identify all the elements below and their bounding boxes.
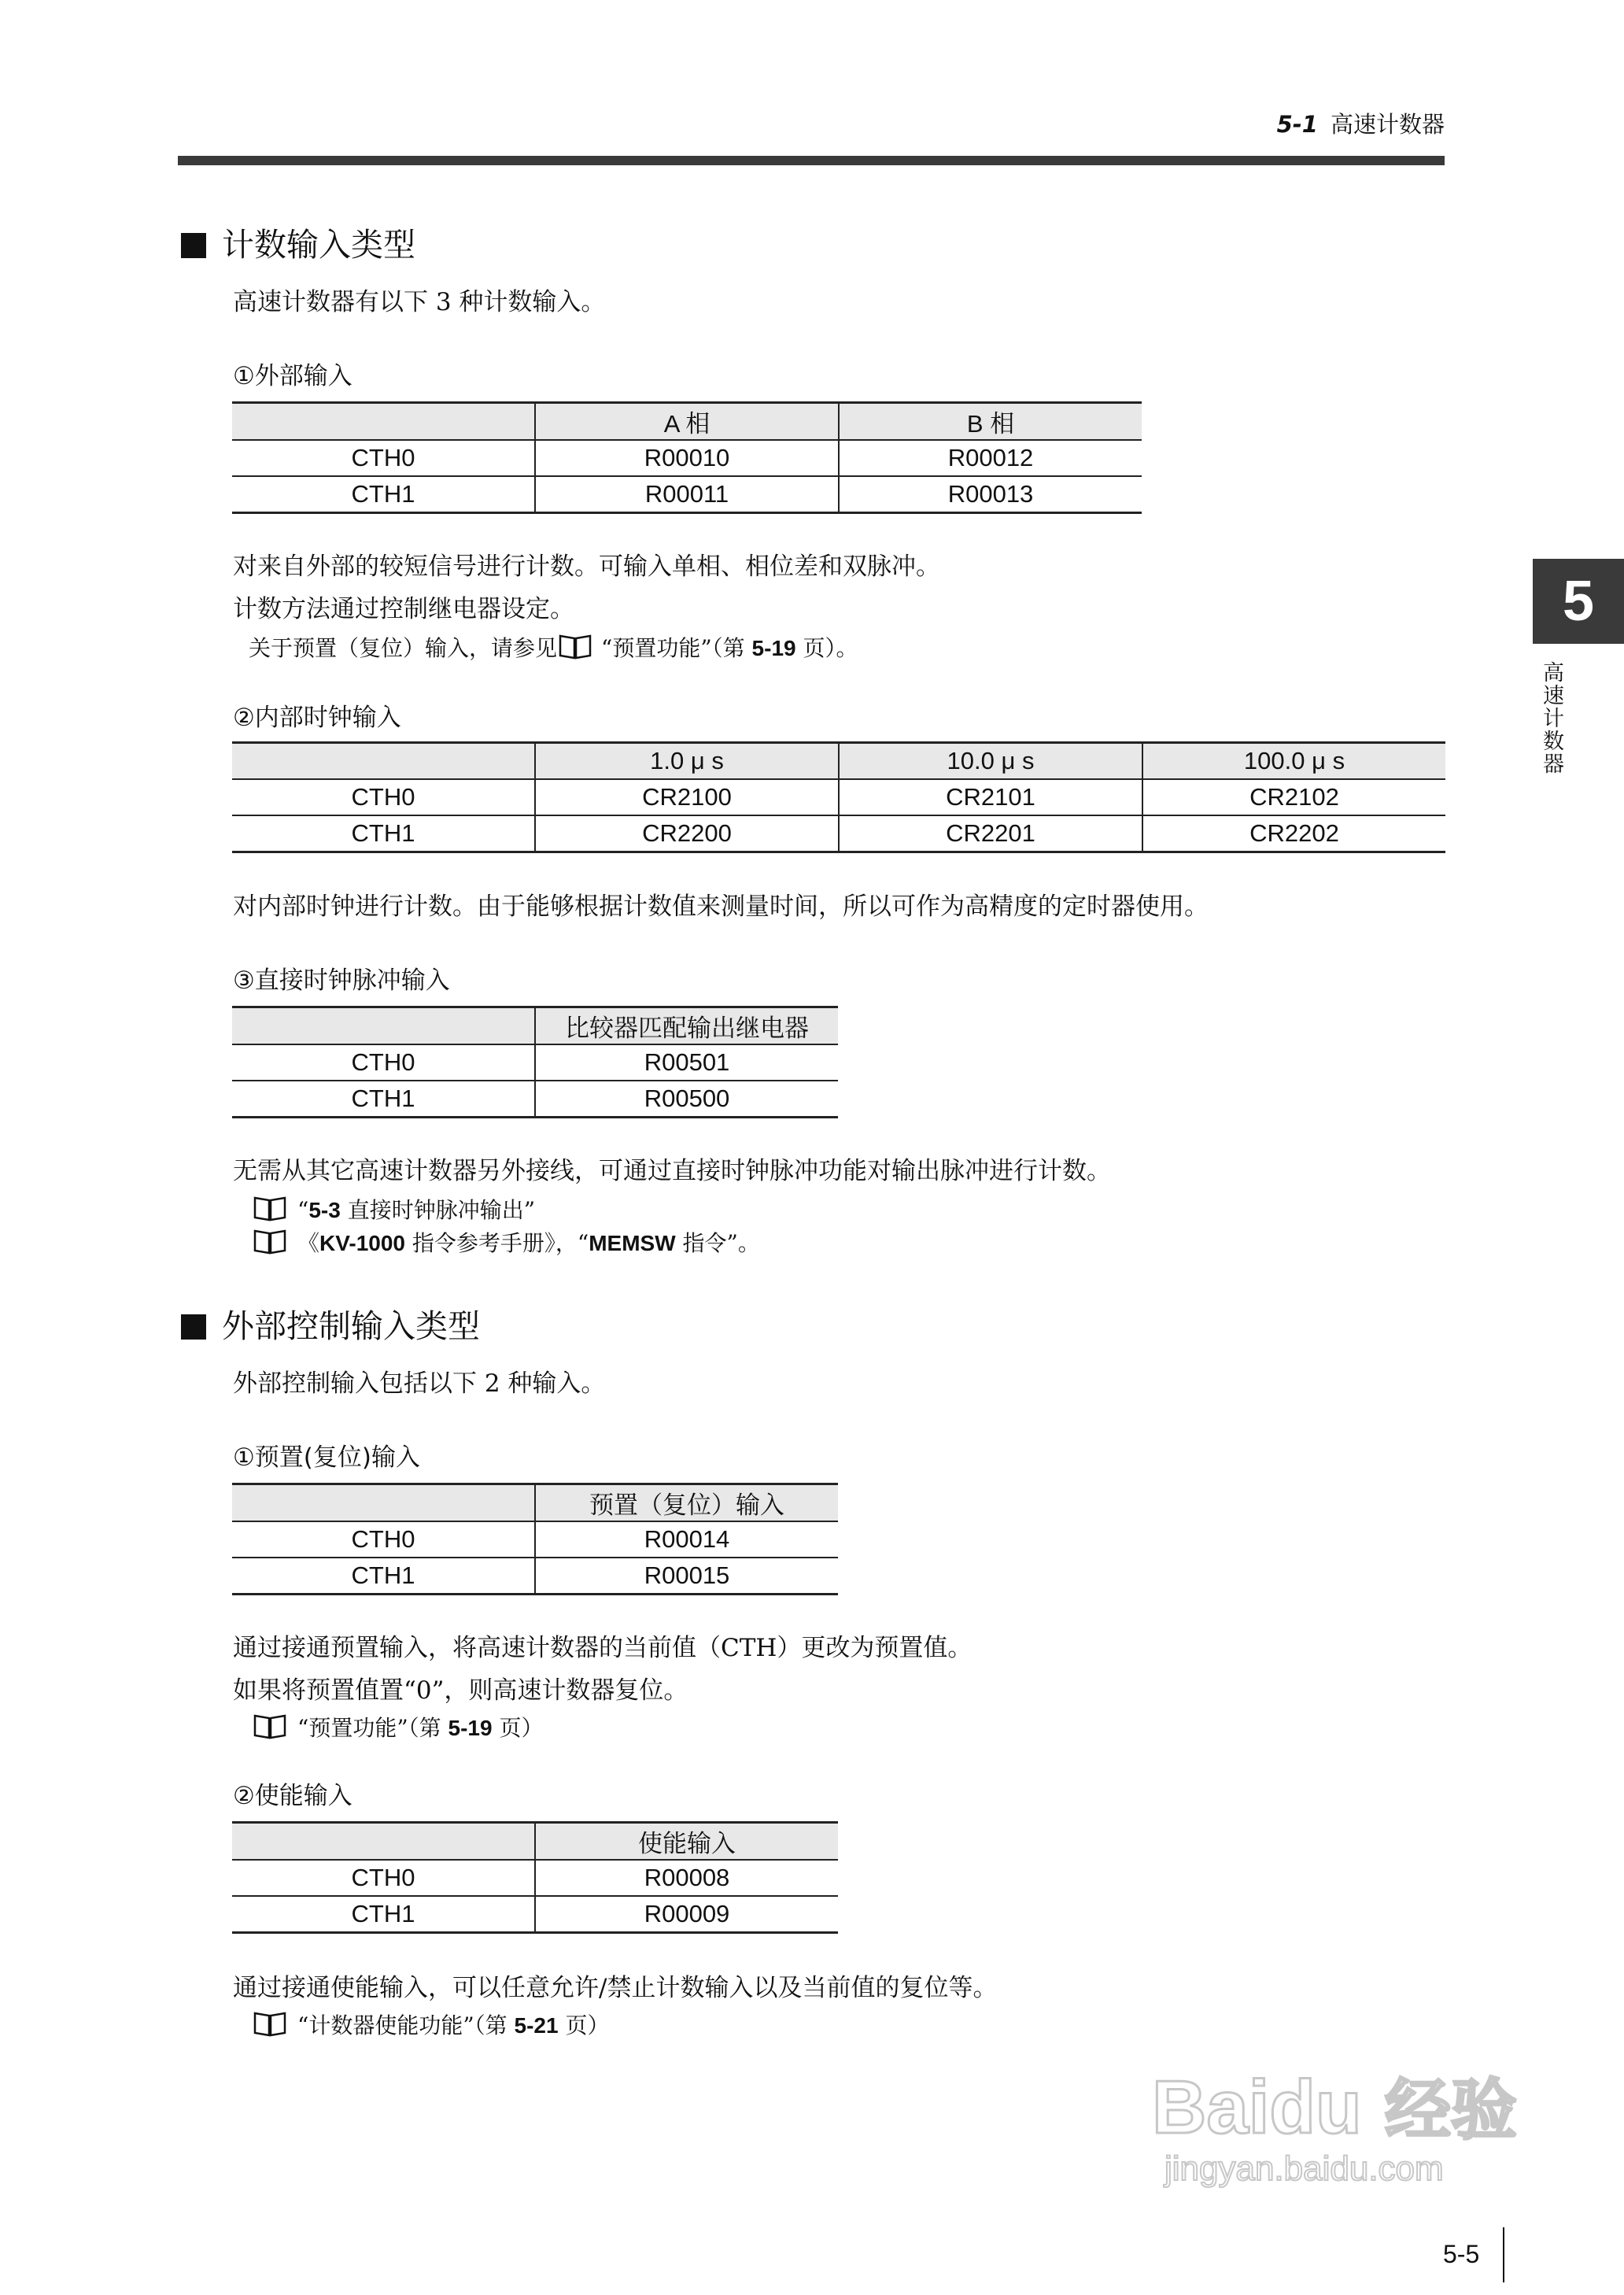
header-rule xyxy=(178,156,1445,165)
watermark-cn: 经验 xyxy=(1385,2073,1518,2147)
table-row: CTH0 R00008 xyxy=(232,1860,838,1896)
internal-clock-desc: 对内部时钟进行计数。由于能够根据计数值来测量时间，所以可作为高精度的定时器使用。 xyxy=(233,893,1209,921)
enable-input-desc: 通过接通使能输入，可以任意允许/禁止计数输入以及当前值的复位等。 xyxy=(233,1974,998,2002)
chapter-side-label: 高速计数器 xyxy=(1539,661,1563,775)
internal-clock-table xyxy=(232,741,1445,853)
preset-input-desc-1: 通过接通预置输入，将高速计数器的当前值（CTH）更改为预置值。 xyxy=(233,1634,973,1662)
section-intro: 外部控制输入包括以下 2 种输入。 xyxy=(233,1369,606,1398)
table-row: CTH1 R00009 xyxy=(232,1896,838,1933)
table-row: CTH0 R00014 xyxy=(232,1521,838,1558)
external-input-desc-2: 计数方法通过控制继电器设定。 xyxy=(233,595,574,623)
external-input-table xyxy=(232,401,1142,514)
table-header-row: 使能输入 xyxy=(232,1823,838,1861)
external-input-desc-1: 对来自外部的较短信号进行计数。可输入单相、相位差和双脉冲。 xyxy=(233,552,940,581)
preset-input-desc-2: 如果将预置值置“0”，则高速计数器复位。 xyxy=(233,1676,688,1705)
table-row: CTH1 R00015 xyxy=(232,1558,838,1595)
watermark-brand: Baidu xyxy=(1152,2065,1362,2149)
section-heading-count-input: 计数输入类型 xyxy=(181,219,415,265)
table-row: CTH0 R00010 R00012 xyxy=(232,440,1142,476)
preset-input-table xyxy=(232,1483,838,1595)
subheading-preset-input: ①预置(复位)输入 xyxy=(233,1443,420,1472)
table-row: CTH1 R00011 R00013 xyxy=(232,476,1142,513)
book-icon xyxy=(253,1196,286,1222)
table-header-row: 预置（复位）输入 xyxy=(232,1484,838,1522)
section-heading-external-control: 外部控制输入类型 xyxy=(181,1300,480,1347)
preset-reference-note: 关于预置（复位）输入，请参见 “预置功能”（第 5-19 页）。 xyxy=(249,635,858,661)
direct-clock-table xyxy=(232,1006,838,1118)
watermark-url: jingyan.baidu.com xyxy=(1164,2149,1444,2188)
table-header-row: 比较器匹配输出继电器 xyxy=(232,1007,838,1045)
table-header-row: A 相 B 相 xyxy=(232,403,1142,441)
page-number: 5-5 xyxy=(1443,2240,1480,2268)
preset-reference: “预置功能”（第 5-19 页） xyxy=(253,1711,543,1743)
direct-clock-desc: 无需从其它高速计数器另外接线，可通过直接时钟脉冲功能对输出脉冲进行计数。 xyxy=(233,1157,1111,1185)
enable-reference: “计数器使能功能”（第 5-21 页） xyxy=(253,2009,609,2040)
table-row: CTH0 R00501 xyxy=(232,1044,838,1081)
square-bullet-icon xyxy=(181,1314,206,1340)
direct-clock-reference-1: “5-3 直接时钟脉冲输出” xyxy=(253,1193,535,1225)
subheading-direct-clock: ③直接时钟脉冲输入 xyxy=(233,966,450,995)
section-intro: 高速计数器有以下 3 种计数输入。 xyxy=(233,288,606,316)
chapter-tab: 5 xyxy=(1533,559,1624,644)
book-icon xyxy=(253,2011,286,2038)
direct-clock-reference-2: 《KV-1000 指令参考手册》，“MEMSW 指令”。 xyxy=(253,1226,760,1258)
enable-input-table xyxy=(232,1821,838,1934)
table-row: CTH1 CR2200 CR2201 CR2202 xyxy=(232,815,1445,852)
running-header xyxy=(1277,107,1445,139)
baidu-watermark-logo xyxy=(1149,2054,1542,2188)
table-row: CTH1 R00500 xyxy=(232,1081,838,1118)
book-icon xyxy=(253,1229,286,1255)
subheading-external-input: ①外部输入 xyxy=(233,362,352,390)
table-row: CTH0 CR2100 CR2101 CR2102 xyxy=(232,779,1445,815)
header-section-number: 5-1 xyxy=(1276,111,1318,138)
book-icon xyxy=(559,634,592,660)
table-header-row: 1.0 μ s 10.0 μ s 100.0 μ s xyxy=(232,743,1445,780)
header-section-title: 高速计数器 xyxy=(1330,111,1445,138)
subheading-internal-clock: ②内部时钟输入 xyxy=(233,704,401,732)
book-icon xyxy=(253,1713,286,1740)
page-number-rule xyxy=(1503,2227,1504,2282)
square-bullet-icon xyxy=(181,233,206,258)
subheading-enable-input: ②使能输入 xyxy=(233,1782,352,1810)
